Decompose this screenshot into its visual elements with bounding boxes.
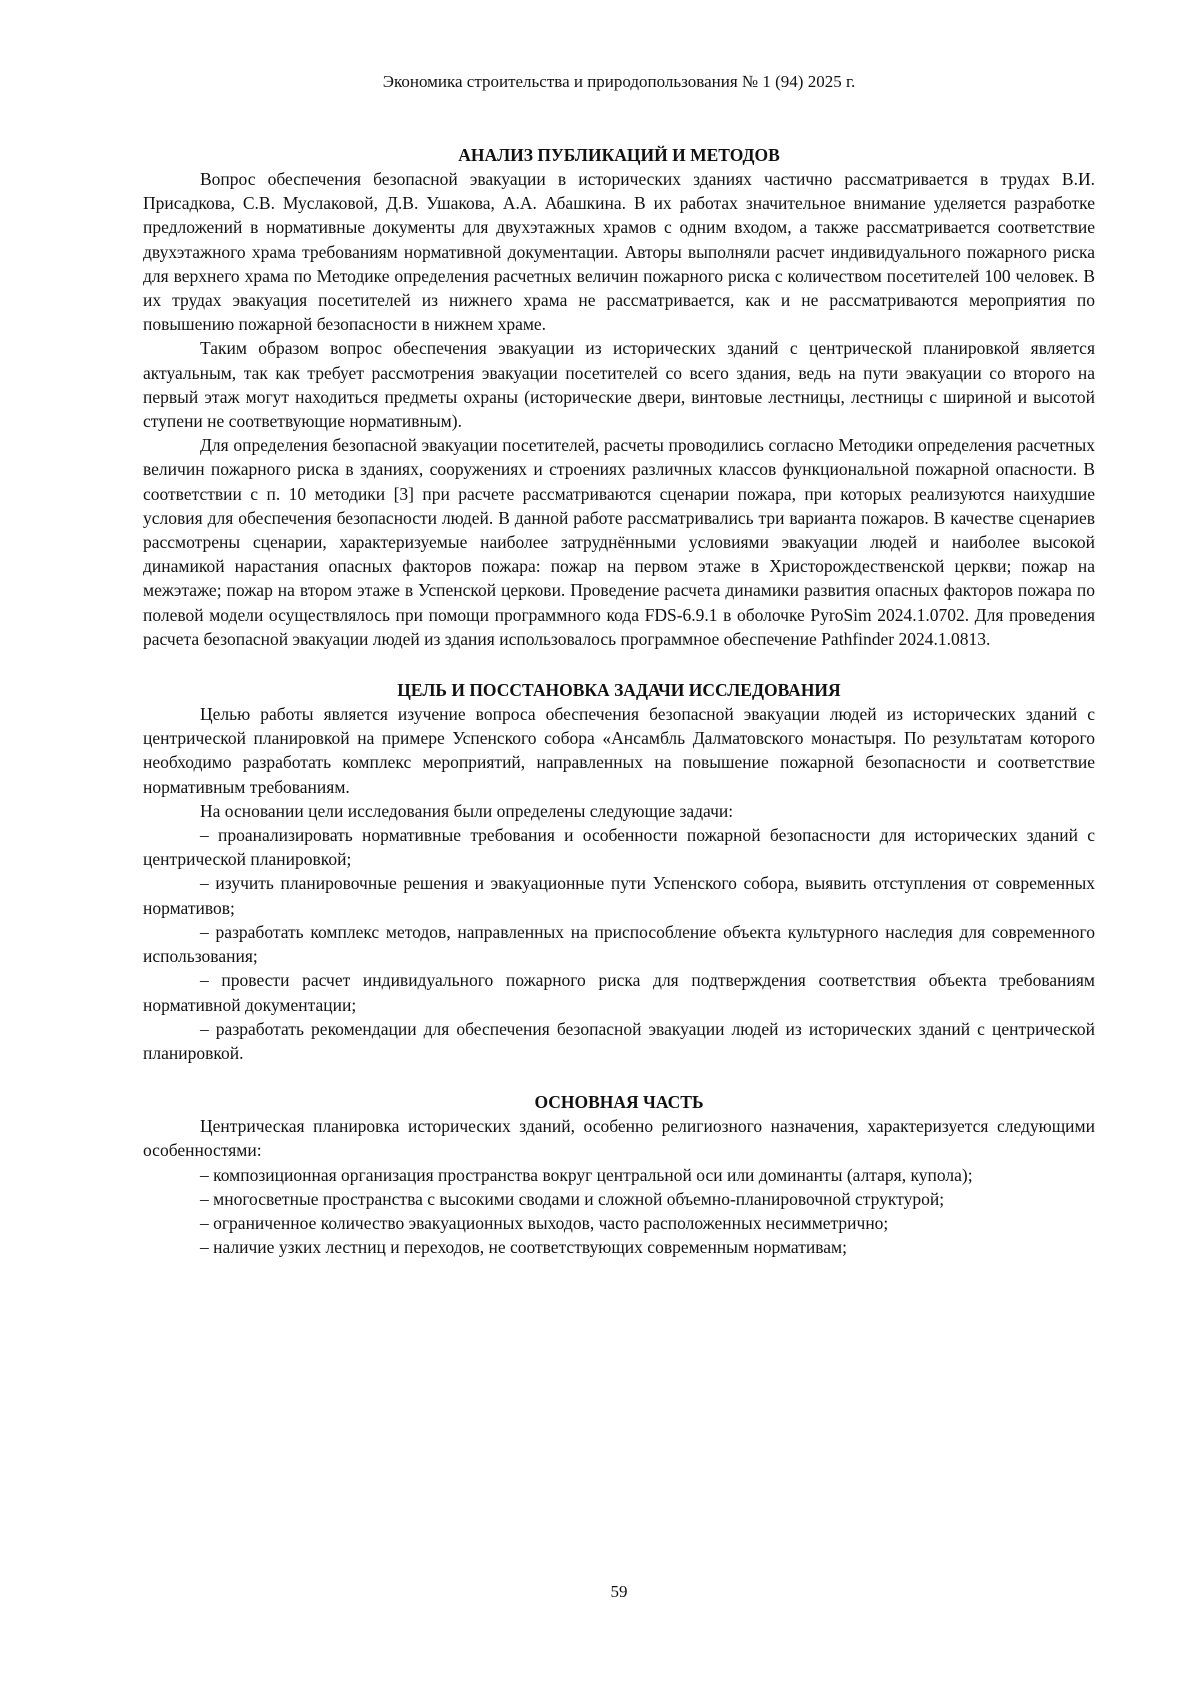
paragraph: Центрическая планировка исторических зданий, особенно религиозного назначения, характеризуется следующими особенностями: bbox=[143, 1116, 1095, 1161]
section-heading-analysis: АНАЛИЗ ПУБЛИКАЦИЙ И МЕТОДОВ bbox=[458, 145, 780, 165]
paragraph: На основании цели исследования были определены следующие задачи: bbox=[200, 800, 734, 821]
section-heading-main: ОСНОВНАЯ ЧАСТЬ bbox=[534, 1092, 704, 1113]
paragraph: Для определения безопасной эвакуации посетителей, расчеты проводились согласно Методики определения расчетных величин пожарного риска в зданиях, сооружениях и строениях различных классов функциональной пожарной опасности. В соответствии с п. 10 методики [3] при расчете рассматриваются сценарии пожара, при которых реализуются наихудшие условия для обеспечения безопасности людей. В данной работе рассматривались три варианта пожаров. В качестве сценариев рассмотрены сценарии, характеризуемые наиболее затруднёнными условиями эвакуации людей и наиболее высокой динамикой нарастания опасных факторов пожара: пожар на первом этаже в Христорождественской церкви; пожар на межэтаже; пожар на втором этаже в Успенской церкови. Проведение расчета динамики развития опасных факторов пожара по полевой модели осуществлялось при помощи программного кода FDS-6.9.1 в оболочке PyroSim 2024.1.0702. Для проведения расчета безопасной эвакуации людей из здания использовалось программное обеспечение Pathfinder 2024.1.0813. bbox=[143, 435, 1095, 649]
list-item: – изучить планировочные решения и эвакуационные пути Успенского собора, выявить отступления от современных нормативов; bbox=[143, 873, 1095, 918]
paragraph: Целью работы является изучение вопроса обеспечения безопасной эвакуации людей из исторических зданий с центрической планировкой на примере Успенского собора «Ансамбль Далматовского монастыря. По результатам которого необходимо разработать комплекс мероприятий, направленных на повышение пожарной безопасности и соответствие нормативным требованиям. bbox=[143, 704, 1095, 797]
list-item: – разработать рекомендации для обеспечения безопасной эвакуации людей из исторических зданий с центрической планировкой. bbox=[143, 1018, 1095, 1063]
list-item: – ограниченное количество эвакуационных выходов, часто расположенных несимметрично; bbox=[200, 1212, 889, 1233]
list-item: – композиционная организация пространства вокруг центральной оси или доминанты (алтаря, купола); bbox=[200, 1164, 973, 1185]
list-item: – наличие узких лестниц и переходов, не соответствующих современным нормативам; bbox=[200, 1237, 847, 1258]
paragraph: Таким образом вопрос обеспечения эвакуации из исторических зданий с центрической планировкой является актуальным, так как требует рассмотрения эвакуации посетителей со всего здания, ведь на пути эвакуации со второго на первый этаж могут находиться предметы охраны (исторические двери, винтовые лестницы, лестницы с шириной и высотой ступени не соответвующие нормативным). bbox=[143, 338, 1095, 432]
article-body bbox=[143, 143, 1095, 1259]
page-number: 59 bbox=[610, 1582, 628, 1601]
running-header: Экономика строительства и природопользования № 1 (94) 2025 г. bbox=[382, 72, 856, 91]
list-item: – провести расчет индивидуального пожарного риска для подтверждения соответствия объекта требованиям нормативной документации; bbox=[143, 970, 1095, 1015]
list-item: – многосветные пространства с высокими сводами и сложной объемно-планировочной структурой; bbox=[200, 1188, 945, 1209]
list-item: – проанализировать нормативные требования и особенности пожарной безопасности для исторических зданий с центрической планировкой; bbox=[143, 825, 1095, 870]
section-heading-goal: ЦЕЛЬ И ПОССТАНОВКА ЗАДАЧИ ИССЛЕДОВАНИЯ bbox=[397, 680, 841, 701]
paragraph: Вопрос обеспечения безопасной эвакуации в исторических зданиях частично рассматривается в трудах В.И. Присадкова, С.В. Муслаковой, Д.В. Ушакова, А.А. Абашкина. В их работах значительное внимание уделяется разработке предложений в нормативные документы для двухэтажных храмов с одним входом, а также рассматривается соответствие двухэтажного храма требованиям нормативной документации. Авторы выполняли расчет индивидуального пожарного риска для верхнего храма по Методике определения расчетных величин пожарного риска с количеством посетителей 100 человек. В их трудах эвакуация посетителей из нижнего храма не рассматривается, как и не рассматриваются мероприятия по повышению пожарной безопасности в нижнем храме. bbox=[143, 169, 1095, 335]
list-item: – разработать комплекс методов, направленных на приспособление объекта культурного наследия для современного использования; bbox=[143, 921, 1095, 967]
